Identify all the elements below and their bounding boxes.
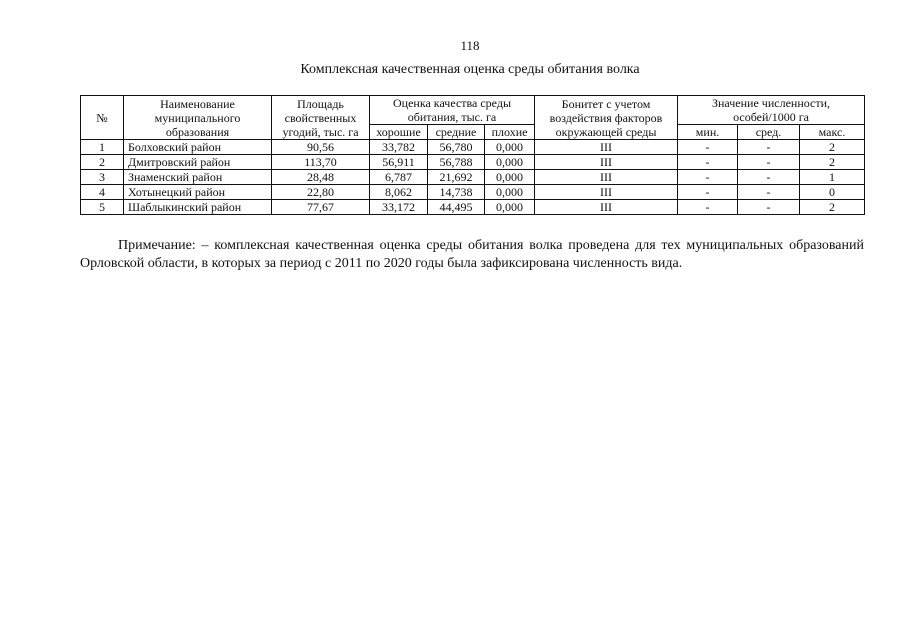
table-row xyxy=(81,170,865,185)
cell-max: 2 xyxy=(800,200,865,215)
cell-avg: - xyxy=(738,140,800,155)
wolf-habitat-table xyxy=(80,95,865,215)
cell-num: 4 xyxy=(81,185,124,200)
header-num: № xyxy=(81,96,124,140)
cell-name: Хотынецкий район xyxy=(124,185,272,200)
cell-num: 3 xyxy=(81,170,124,185)
cell-medium: 14,738 xyxy=(428,185,485,200)
header-quality-group: Оценка качества среды обитания, тыс. га xyxy=(370,96,535,125)
cell-name: Шаблыкинский район xyxy=(124,200,272,215)
cell-bad: 0,000 xyxy=(485,140,535,155)
table-row xyxy=(81,185,865,200)
header-quality-good: хорошие xyxy=(370,125,428,140)
cell-area: 28,48 xyxy=(272,170,370,185)
cell-num: 2 xyxy=(81,155,124,170)
cell-area: 90,56 xyxy=(272,140,370,155)
cell-min: - xyxy=(678,140,738,155)
cell-bad: 0,000 xyxy=(485,185,535,200)
cell-bonitet: III xyxy=(535,185,678,200)
header-bonitet: Бонитет с учетом воздействия факторов окружающей среды xyxy=(535,96,678,140)
cell-max: 2 xyxy=(800,155,865,170)
cell-min: - xyxy=(678,200,738,215)
cell-name: Знаменский район xyxy=(124,170,272,185)
table-row xyxy=(81,155,865,170)
header-abundance-max: макс. xyxy=(800,125,865,140)
cell-name: Дмитровский район xyxy=(124,155,272,170)
cell-good: 33,172 xyxy=(370,200,428,215)
cell-bad: 0,000 xyxy=(485,170,535,185)
cell-area: 113,70 xyxy=(272,155,370,170)
header-name: Наименование муниципального образования xyxy=(124,96,272,140)
page-number: 118 xyxy=(460,38,480,53)
cell-max: 2 xyxy=(800,140,865,155)
cell-medium: 21,692 xyxy=(428,170,485,185)
cell-good: 6,787 xyxy=(370,170,428,185)
cell-bonitet: III xyxy=(535,140,678,155)
cell-max: 1 xyxy=(800,170,865,185)
cell-medium: 44,495 xyxy=(428,200,485,215)
cell-avg: - xyxy=(738,155,800,170)
cell-bad: 0,000 xyxy=(485,155,535,170)
cell-min: - xyxy=(678,155,738,170)
cell-bad: 0,000 xyxy=(485,200,535,215)
cell-area: 22,80 xyxy=(272,185,370,200)
header-quality-medium: средние xyxy=(428,125,485,140)
footnote: Примечание: – комплексная качественная оценка среды обитания волка проведена для тех муниципальных образований Орловской области, в которых за период с 2011 по 2020 годы была зафиксирована численность вида. xyxy=(80,238,864,271)
cell-bonitet: III xyxy=(535,170,678,185)
cell-medium: 56,780 xyxy=(428,140,485,155)
cell-bonitet: III xyxy=(535,200,678,215)
cell-min: - xyxy=(678,185,738,200)
header-abundance-min: мин. xyxy=(678,125,738,140)
header-abundance-group: Значение численности, особей/1000 га xyxy=(678,96,865,125)
header-area: Площадь свойственных угодий, тыс. га xyxy=(272,96,370,140)
cell-min: - xyxy=(678,170,738,185)
header-abundance-avg: сред. xyxy=(738,125,800,140)
table-row xyxy=(81,200,865,215)
cell-medium: 56,788 xyxy=(428,155,485,170)
document-title: Комплексная качественная оценка среды обитания волка xyxy=(300,62,640,77)
cell-name: Болховский район xyxy=(124,140,272,155)
cell-good: 33,782 xyxy=(370,140,428,155)
cell-area: 77,67 xyxy=(272,200,370,215)
cell-bonitet: III xyxy=(535,155,678,170)
cell-max: 0 xyxy=(800,185,865,200)
cell-num: 1 xyxy=(81,140,124,155)
cell-avg: - xyxy=(738,170,800,185)
cell-good: 8,062 xyxy=(370,185,428,200)
table-row xyxy=(81,140,865,155)
cell-num: 5 xyxy=(81,200,124,215)
header-quality-bad: плохие xyxy=(485,125,535,140)
cell-avg: - xyxy=(738,200,800,215)
cell-avg: - xyxy=(738,185,800,200)
header-row-1 xyxy=(81,96,865,125)
cell-good: 56,911 xyxy=(370,155,428,170)
